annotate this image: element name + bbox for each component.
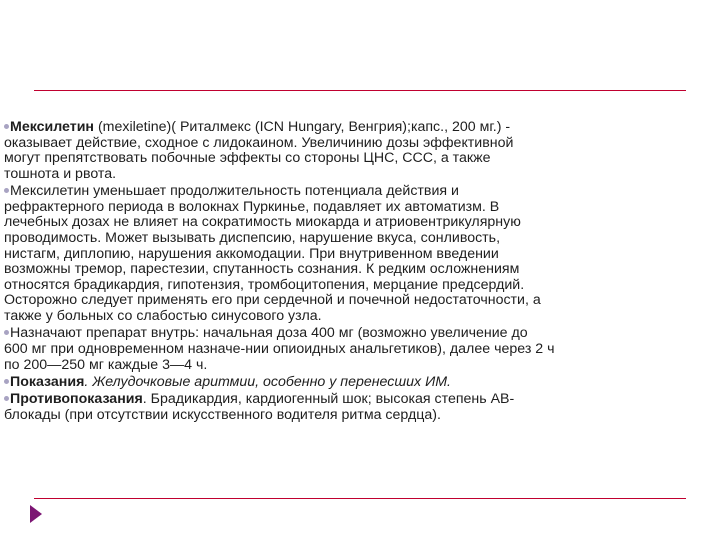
- paragraph-dosage: [4, 326, 644, 373]
- contraindications-heading: Противопоказания: [10, 391, 143, 408]
- bullet-icon: [4, 396, 9, 401]
- next-slide-arrow-icon[interactable]: [30, 505, 42, 523]
- paragraph-contraindications: [4, 392, 644, 423]
- bullet-icon: [4, 330, 9, 335]
- bottom-divider: [34, 498, 686, 499]
- bullet-icon: [4, 379, 9, 384]
- paragraph-text: Назначают препарат внутрь: начальная доза 400 мг (возможно увеличение до 600 мг при одновременном назначе-нии опиоидных анальгетиков), далее через 2 ч по 200—250 мг каждые 3—4 ч.: [4, 325, 555, 373]
- paragraph-mexiletine-intro: [4, 120, 644, 182]
- slide-content: [4, 120, 644, 425]
- bullet-icon: [4, 124, 9, 129]
- paragraph-indications: [4, 375, 644, 391]
- paragraph-mechanism: [4, 184, 644, 324]
- paragraph-text: (mexiletine)( Риталмекс (ICN Hungary, Венгрия);капс., 200 мг.) - оказывает действие, сходное с лидокаином. Увеличинию дозы эффективной могут препятствовать побочные эффекты со стороны ЦНС, ССС, а также тошнота и рвота.: [4, 119, 514, 182]
- contraindications-text: . Брадикардия, кардиогенный шок; высокая степень АВ- блокады (при отсутствии искусственного водителя ритма сердца).: [4, 391, 515, 423]
- indications-text: . Желудочковые аритмии, особенно у перенесших ИМ.: [84, 373, 451, 390]
- bullet-icon: [4, 188, 9, 193]
- top-divider: [34, 90, 686, 91]
- paragraph-text: Мексилетин уменьшает продолжительность потенциала действия и рефрактерного периода в волокнах Пуркинье, подавляет их автоматизм. В лечебных дозах не влияет на сократимость миокарда и атриовентрикулярную проводимость. Может вызывать диспепсию, нарушение вкуса, сонливость, нистагм, диплопию, нарушения аккомодации. При внутривенном введении возможны тремор, парестезии, спутанность сознания. К редким осложнениям относятся брадикардия, гипотензия, тромбоцитопения, мерцание предсердий. Осторожно следует применять его при сердечной и почечной недостаточности, а также у больных со слабостью синусового узла.: [4, 183, 541, 324]
- drug-name: Мексилетин: [10, 119, 95, 135]
- indications-heading: Показания: [10, 373, 85, 390]
